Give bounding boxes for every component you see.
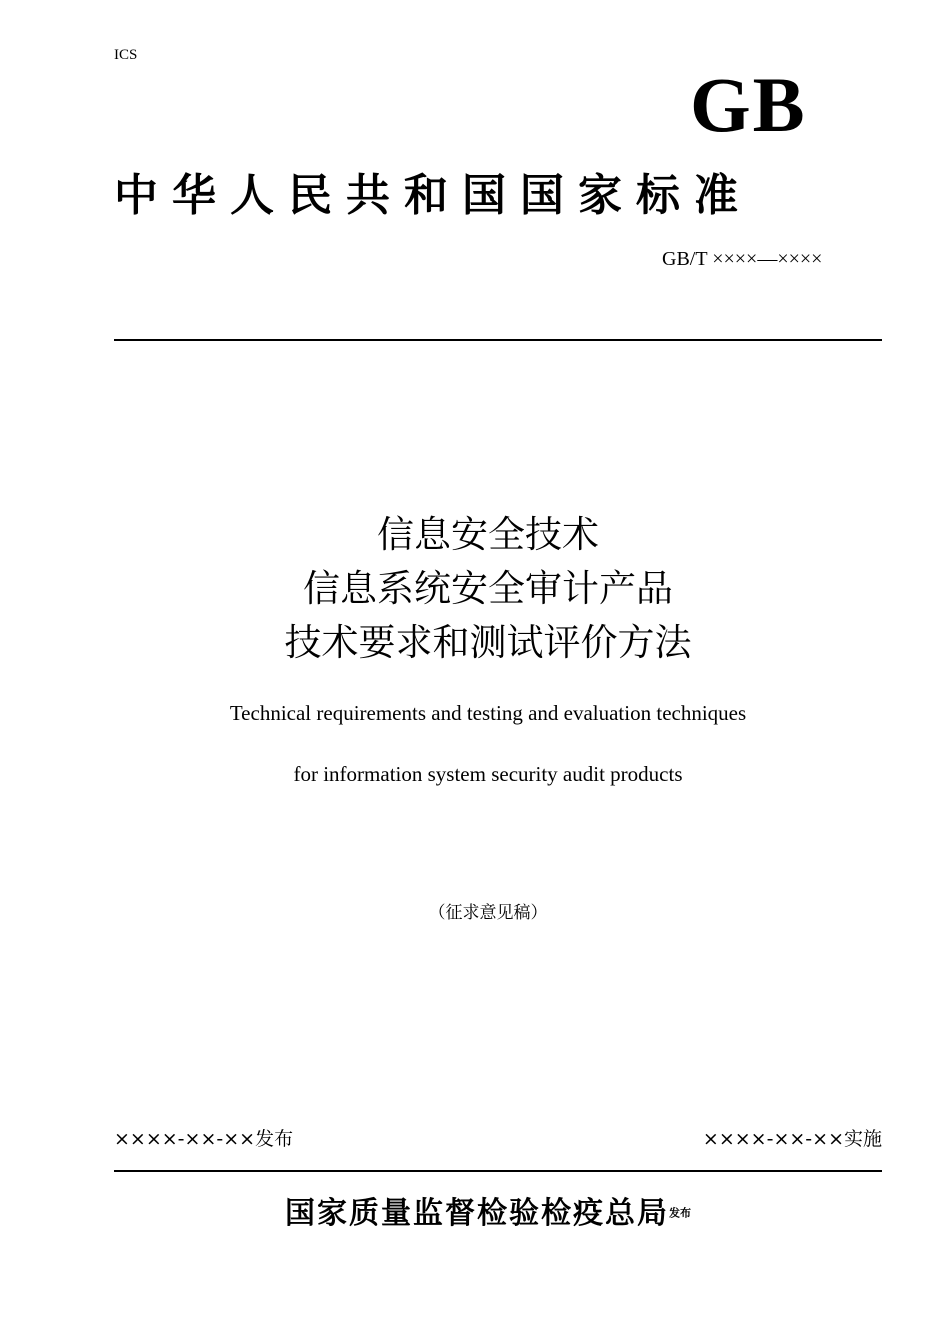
standard-number: GB/T ××××—×××× (662, 248, 823, 270)
ics-label: ICS (114, 47, 138, 63)
chinese-title-line-3: 技术要求和测试评价方法 (284, 621, 692, 664)
chinese-title (0, 508, 950, 670)
chinese-title-line-1: 信息安全技术 (377, 513, 599, 556)
top-divider (114, 339, 882, 341)
english-title-line-2: for information system security audit products (293, 762, 683, 786)
implement-date: ××××-××-××实施 (702, 1128, 882, 1150)
issuer-block (0, 1188, 950, 1232)
national-standard-title: 中华人民共和国国家标准 (114, 170, 752, 221)
publish-date: ××××-××-××发布 (114, 1128, 294, 1150)
bottom-divider (114, 1170, 882, 1172)
draft-status: （征求意见稿） (428, 903, 548, 923)
gb-logo: GB (690, 61, 807, 148)
issuer-suffix: 发布 (669, 1206, 691, 1220)
english-title-line-1: Technical requirements and testing and evaluation techniques (229, 701, 747, 725)
issuer-name: 国家质量监督检验检疫总局 (285, 1196, 669, 1231)
chinese-title-line-2: 信息系统安全审计产品 (303, 567, 673, 610)
